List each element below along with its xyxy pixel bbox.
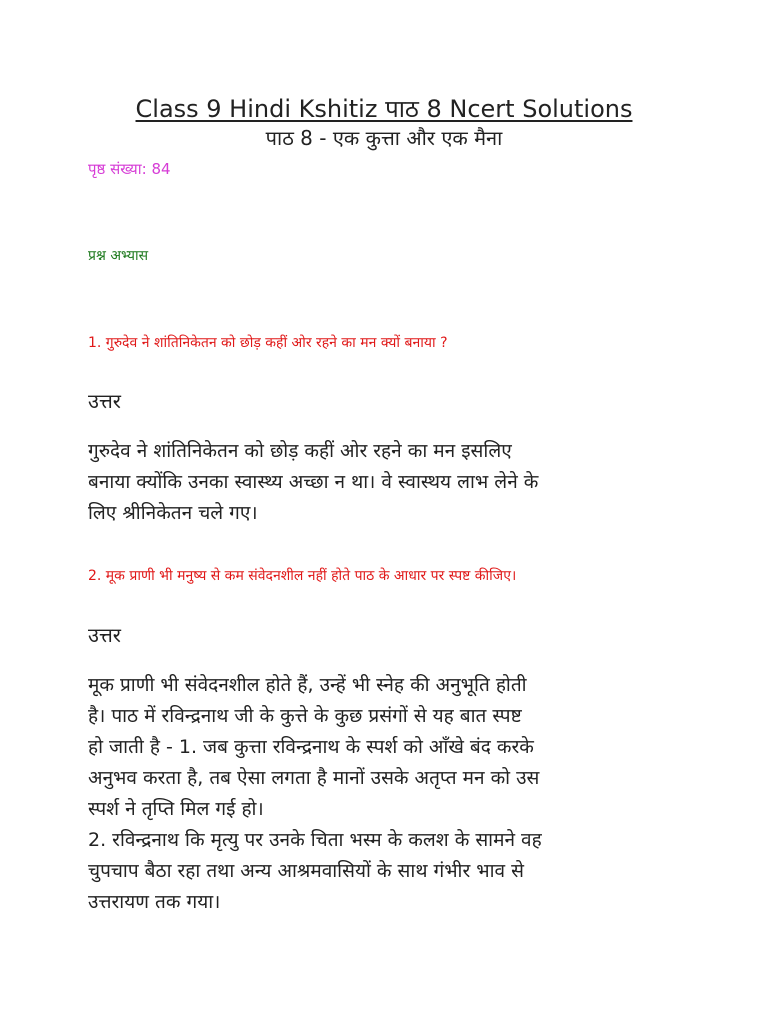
document-title: Class 9 Hindi Kshitiz पाठ 8 Ncert Solutions	[135, 95, 633, 123]
question-1: 1. गुरुदेव ने शांतिनिकेतन को छोड़ कहीं ओर रहने का मन क्यों बनाया ?	[88, 335, 448, 351]
answer-line: है। पाठ में रविन्द्रनाथ जी के कुत्ते के कुछ प्रसंगों से यह बात स्पष्ट	[88, 705, 522, 727]
answer-line: गुरुदेव ने शांतिनिकेतन को छोड़ कहीं ओर रहने का मन इसलिए	[88, 440, 512, 462]
answer-line: उत्तरायण तक गया।	[88, 891, 221, 913]
answer-1-label: उत्तर	[88, 389, 121, 413]
answer-line: हो जाती है - 1. जब कुत्ता रविन्द्रनाथ के स्पर्श को आँखे बंद करके	[88, 736, 534, 758]
answer-line: लिए श्रीनिकेतन चले गए।	[88, 502, 258, 524]
answer-line: मूक प्राणी भी संवेदनशील होते हैं, उन्हें भी स्नेह की अनुभूति होती	[88, 674, 527, 696]
answer-line: चुपचाप बैठा रहा तथा अन्य आश्रमवासियों के साथ गंभीर भाव से	[88, 860, 525, 882]
page-number-label: पृष्ठ संख्या: 84	[88, 160, 171, 178]
answer-line: स्पर्श ने तृप्ति मिल गई हो।	[88, 798, 264, 820]
document-subtitle: पाठ 8 - एक कुत्ता और एक मैना	[265, 126, 503, 150]
answer-line: बनाया क्योंकि उनका स्वास्थ्य अच्छा न था। वे स्वास्थय लाभ लेने के	[88, 471, 539, 493]
answer-2-label: उत्तर	[88, 623, 121, 647]
answer-1-text	[88, 436, 688, 529]
answer-line: अनुभव करता है, तब ऐसा लगता है मानों उसके अतृप्त मन को उस	[88, 767, 540, 789]
answer-line: 2. रविन्द्रनाथ कि मृत्यु पर उनके चिता भस्म के कलश के सामने वह	[88, 829, 542, 851]
answer-2-text	[88, 670, 688, 918]
section-heading: प्रश्न अभ्यास	[88, 248, 149, 264]
question-2: 2. मूक प्राणी भी मनुष्य से कम संवेदनशील नहीं होते पाठ के आधार पर स्पष्ट कीजिए।	[88, 568, 517, 584]
